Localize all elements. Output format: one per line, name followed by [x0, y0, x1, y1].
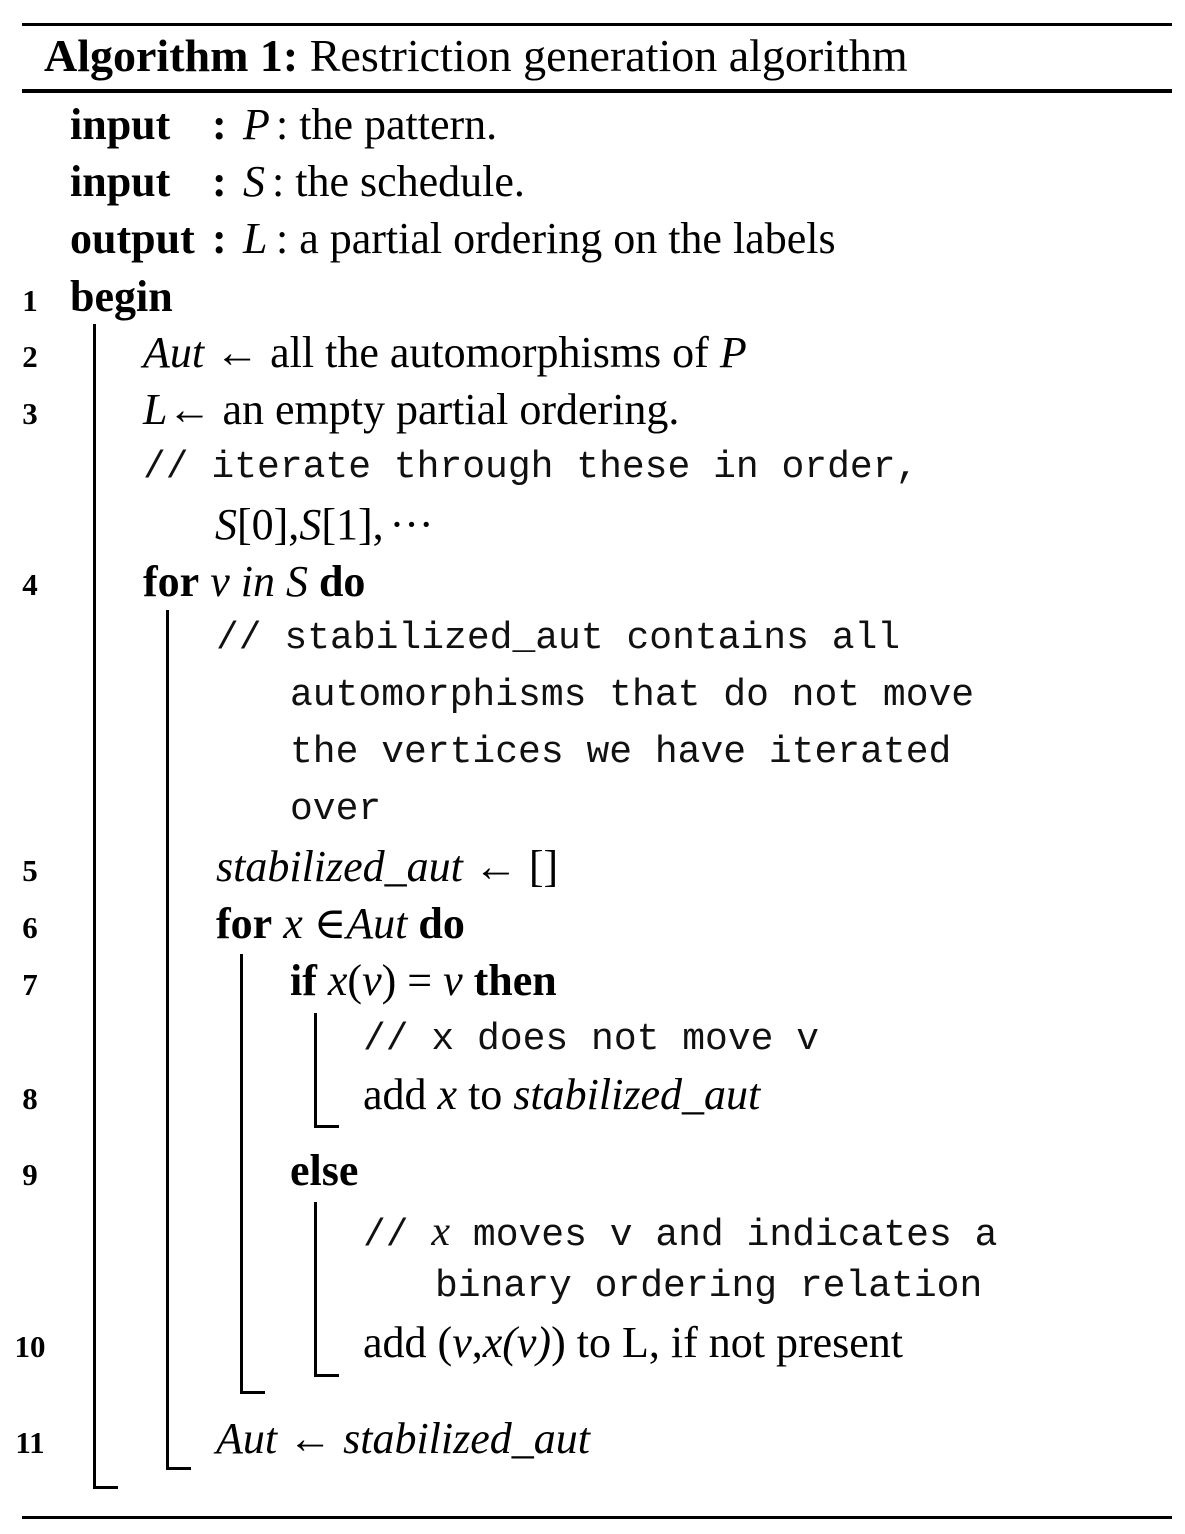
algorithm-label: Algorithm 1:: [44, 30, 299, 81]
kw-then: then: [473, 956, 557, 1005]
line-10: [363, 1318, 904, 1367]
line-8: [363, 1070, 761, 1119]
line-number: 6: [22, 910, 38, 945]
io-desc: : the pattern.: [276, 100, 498, 149]
io-var: P: [243, 100, 270, 149]
then-block-bracket: [314, 1013, 317, 1128]
stmt-add: add: [363, 1070, 427, 1119]
io-var: L: [243, 214, 268, 263]
stmt-to: to: [468, 1070, 503, 1119]
kw-for: for: [216, 899, 273, 948]
stmt-add: add: [363, 1318, 427, 1367]
kw-do: do: [318, 557, 366, 606]
line-5: [216, 842, 559, 891]
comment-iterate: // iterate through these in order,: [143, 446, 919, 489]
empty-list: []: [528, 842, 559, 891]
io-keyword: input: [70, 157, 171, 206]
var-stabilized-aut: stabilized_aut: [343, 1414, 591, 1463]
for-v-block-foot: [166, 1467, 191, 1470]
paren: ): [381, 956, 397, 1005]
var-stabilized-aut: stabilized_aut: [216, 842, 463, 891]
var-stabilized-aut: stabilized_aut: [513, 1070, 761, 1119]
top-rule: [22, 23, 1172, 26]
line-6: [216, 899, 465, 948]
var-p: P: [719, 328, 747, 377]
bottom-rule: [22, 1516, 1172, 1519]
comment-moves: [363, 1211, 997, 1255]
else-block-foot: [314, 1374, 339, 1377]
line-11: [216, 1414, 591, 1463]
var-s: S: [299, 500, 322, 549]
paren: (: [347, 956, 363, 1005]
comment-not-move: // x does not move v: [363, 1018, 820, 1061]
stmt-text: to L, if not present: [576, 1318, 904, 1367]
var-s: S: [285, 557, 308, 606]
var-v: v: [443, 956, 463, 1005]
line-number: 10: [14, 1329, 46, 1364]
io-sep: :: [212, 214, 227, 263]
io-row-output-l: [70, 214, 836, 263]
io-sep: :: [212, 157, 227, 206]
kw-do: do: [418, 899, 465, 948]
var-x: x: [482, 1318, 503, 1367]
line-number: 9: [22, 1157, 38, 1192]
algorithm-title: [44, 30, 908, 81]
io-row-input-s: [70, 157, 525, 206]
else-block-bracket: [314, 1202, 317, 1377]
var-x: x: [431, 1209, 451, 1255]
line-2: [143, 328, 747, 377]
stmt-text: all the automorphisms of: [270, 328, 709, 377]
begin-block-foot: [93, 1486, 118, 1489]
line-3: [143, 385, 680, 434]
io-keyword: input: [70, 100, 171, 149]
var-l: L: [143, 385, 168, 434]
comma: ,: [471, 1318, 483, 1367]
stmt-text: an empty partial ordering.: [222, 385, 680, 434]
paren-v: (v): [502, 1318, 552, 1367]
var-s: S: [215, 500, 237, 549]
ellipsis: ···: [389, 500, 434, 549]
io-var: S: [243, 157, 265, 206]
io-keyword: output: [70, 214, 195, 263]
kw-if: if: [290, 956, 317, 1005]
line-number: 2: [22, 339, 38, 374]
var-x: x: [283, 899, 303, 948]
comment-slash: //: [363, 1214, 409, 1257]
io-sep: :: [212, 100, 227, 149]
begin-keyword: begin: [70, 272, 173, 321]
algorithm-name: Restriction generation algorithm: [309, 30, 908, 81]
line-number: 5: [22, 853, 38, 888]
comment-moves-2: binary ordering relation: [435, 1265, 983, 1308]
kw-in: in: [240, 557, 275, 606]
assign-arrow: ←: [288, 1414, 333, 1463]
paren: ): [551, 1318, 566, 1367]
line-4: [143, 557, 366, 606]
comment-stabilized-4: over: [290, 788, 382, 831]
var-x: x: [437, 1070, 458, 1119]
line-number: 7: [22, 967, 38, 1002]
var-aut: Aut: [346, 899, 408, 948]
io-row-input-p: [70, 100, 498, 149]
comment-iterate-cont: [215, 500, 434, 549]
io-desc: : a partial ordering on the labels: [276, 214, 836, 263]
elem-of: ∈: [313, 899, 347, 948]
line-number: 3: [22, 396, 38, 431]
io-desc: : the schedule.: [272, 157, 525, 206]
line-number: 8: [22, 1081, 38, 1116]
header-rule: [22, 89, 1172, 93]
comment-stabilized-1: // stabilized_aut contains all: [216, 617, 901, 660]
index: [0],: [237, 500, 300, 549]
begin-block-bracket: [93, 324, 96, 1489]
assign-arrow: ←: [473, 842, 518, 891]
assign-arrow: ←: [215, 328, 260, 377]
var-x: x: [327, 956, 348, 1005]
line-7: [290, 956, 557, 1005]
for-v-block-bracket: [166, 610, 169, 1470]
then-block-foot: [314, 1125, 339, 1128]
var-aut: Aut: [143, 328, 205, 377]
var-v: v: [362, 956, 382, 1005]
for-x-block-foot: [240, 1391, 265, 1394]
var-aut: Aut: [216, 1414, 278, 1463]
var-v: v: [210, 557, 230, 606]
var-v: v: [452, 1318, 472, 1367]
index: [1],: [321, 500, 384, 549]
kw-for: for: [143, 557, 200, 606]
comment-stabilized-3: the vertices we have iterated: [290, 731, 952, 774]
line-number: 4: [22, 567, 38, 602]
assign-arrow: ←: [167, 385, 212, 434]
comment-stabilized-2: automorphisms that do not move: [290, 674, 975, 717]
line-number: 11: [15, 1425, 45, 1460]
kw-else: else: [290, 1146, 359, 1195]
paren: (: [437, 1318, 453, 1367]
for-x-block-bracket: [240, 954, 243, 1394]
line-number: 1: [22, 283, 38, 318]
comment-text: moves v and indicates a: [472, 1214, 998, 1257]
equals: =: [407, 956, 433, 1005]
